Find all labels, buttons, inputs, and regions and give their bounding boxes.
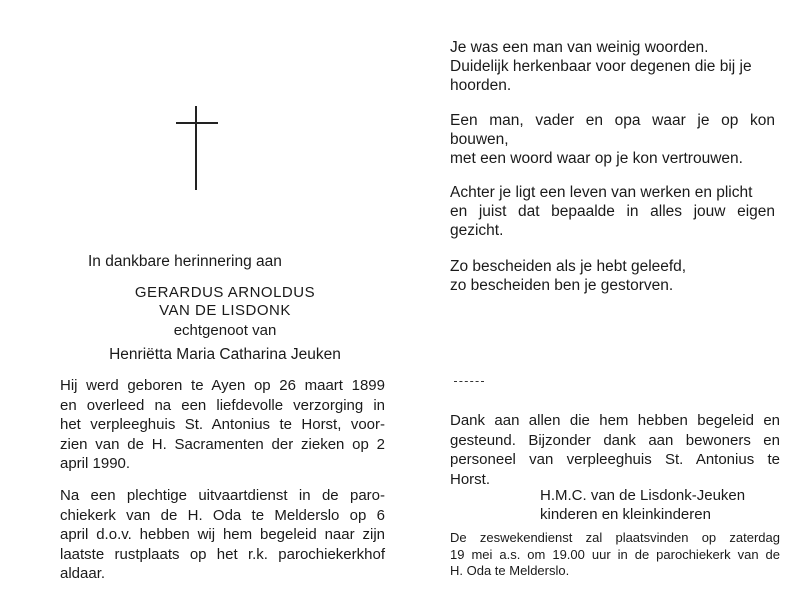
thanks-line: gesteund. Bijzonder dank aan bewoners en [450,431,780,449]
poem-line: Duidelijk herkenbaar voor degenen die bij je [450,58,752,75]
funeral-paragraph [60,486,385,584]
bio-line: Hij werd geboren te Ayen op 26 maart 1899 [60,377,385,394]
bio-line: april 1990. [60,455,131,472]
deceased-name-line1: GERARDUS ARNOLDUS [134,284,316,301]
poem-stanza-2 [450,111,775,168]
bio-line: en overleed na een liefdevolle verzorging in [60,396,385,414]
funeral-line: chiekerk van de H. Oda te Melderslo op 6 [60,506,385,524]
signature-line: H.M.C. van de Lisdonk-Jeuken [540,487,746,504]
poem-line: Zo bescheiden als je hebt geleefd, [450,258,687,275]
poem-line: Achter je ligt een leven van werken en plicht [450,184,753,201]
funeral-line: aldaar. [60,565,106,582]
funeral-line: laatste rustplaats op het r.k. parochiekerkhof [60,545,385,563]
notice-line: De zeswekendienst zal plaatsvinden op zaterdag [450,530,780,545]
poem-line: zo bescheiden ben je gestorven. [450,277,674,294]
service-notice [450,530,780,580]
deceased-name-line2: VAN DE LISDONK [159,302,291,319]
bio-paragraph [60,376,385,474]
poem-stanza-1 [450,38,775,95]
cross-horizontal-bar [176,122,218,124]
poem-line: gezicht. [450,222,504,239]
intro-text: In dankbare herinnering aan [88,253,282,270]
funeral-line: april d.o.v. hebben wij hem begeleid naar zijn [60,526,385,543]
thanks-line: Dank aan allen die hem hebben begeleid en [450,412,780,429]
poem-line: bouwen, [450,131,509,148]
spouse-label: echtgenoot van [173,322,277,339]
cross-vertical-bar [195,106,197,190]
spouse-name: Henriëtta Maria Catharina Jeuken [109,346,341,363]
funeral-line: Na een plechtige uitvaartdienst in de paro- [60,487,385,504]
separator-rule [454,381,484,382]
bio-line: het verpleeghuis St. Antonius te Horst, voor- [60,416,385,433]
poem-line: hoorden. [450,77,512,94]
thanks-line: personeel van verpleeghuis St. Antonius te [450,451,780,468]
family-signature [540,486,745,524]
notice-line: 19 mei a.s. om 19.00 uur in de parochiekerk van de [450,546,780,562]
poem-line: en juist dat bepaalde in alles jouw eigen [450,203,775,220]
thanks-line: Horst. [450,470,491,488]
poem-stanza-3 [450,183,775,240]
poem-stanza-4 [450,257,775,295]
right-panel [450,0,780,601]
poem-line: Een man, vader en opa waar je op kon [450,112,775,129]
poem-line: met een woord waar op je kon vertrouwen. [450,150,743,167]
thanks-paragraph [450,411,780,489]
cross-icon [176,106,218,192]
signature-line: kinderen en kleinkinderen [540,506,711,523]
left-panel [60,0,390,601]
notice-line: H. Oda te Melderslo. [450,563,570,578]
poem-line: Je was een man van weinig woorden. [450,39,709,56]
bio-line: zien van de H. Sacramenten der zieken op 2 [60,435,385,453]
